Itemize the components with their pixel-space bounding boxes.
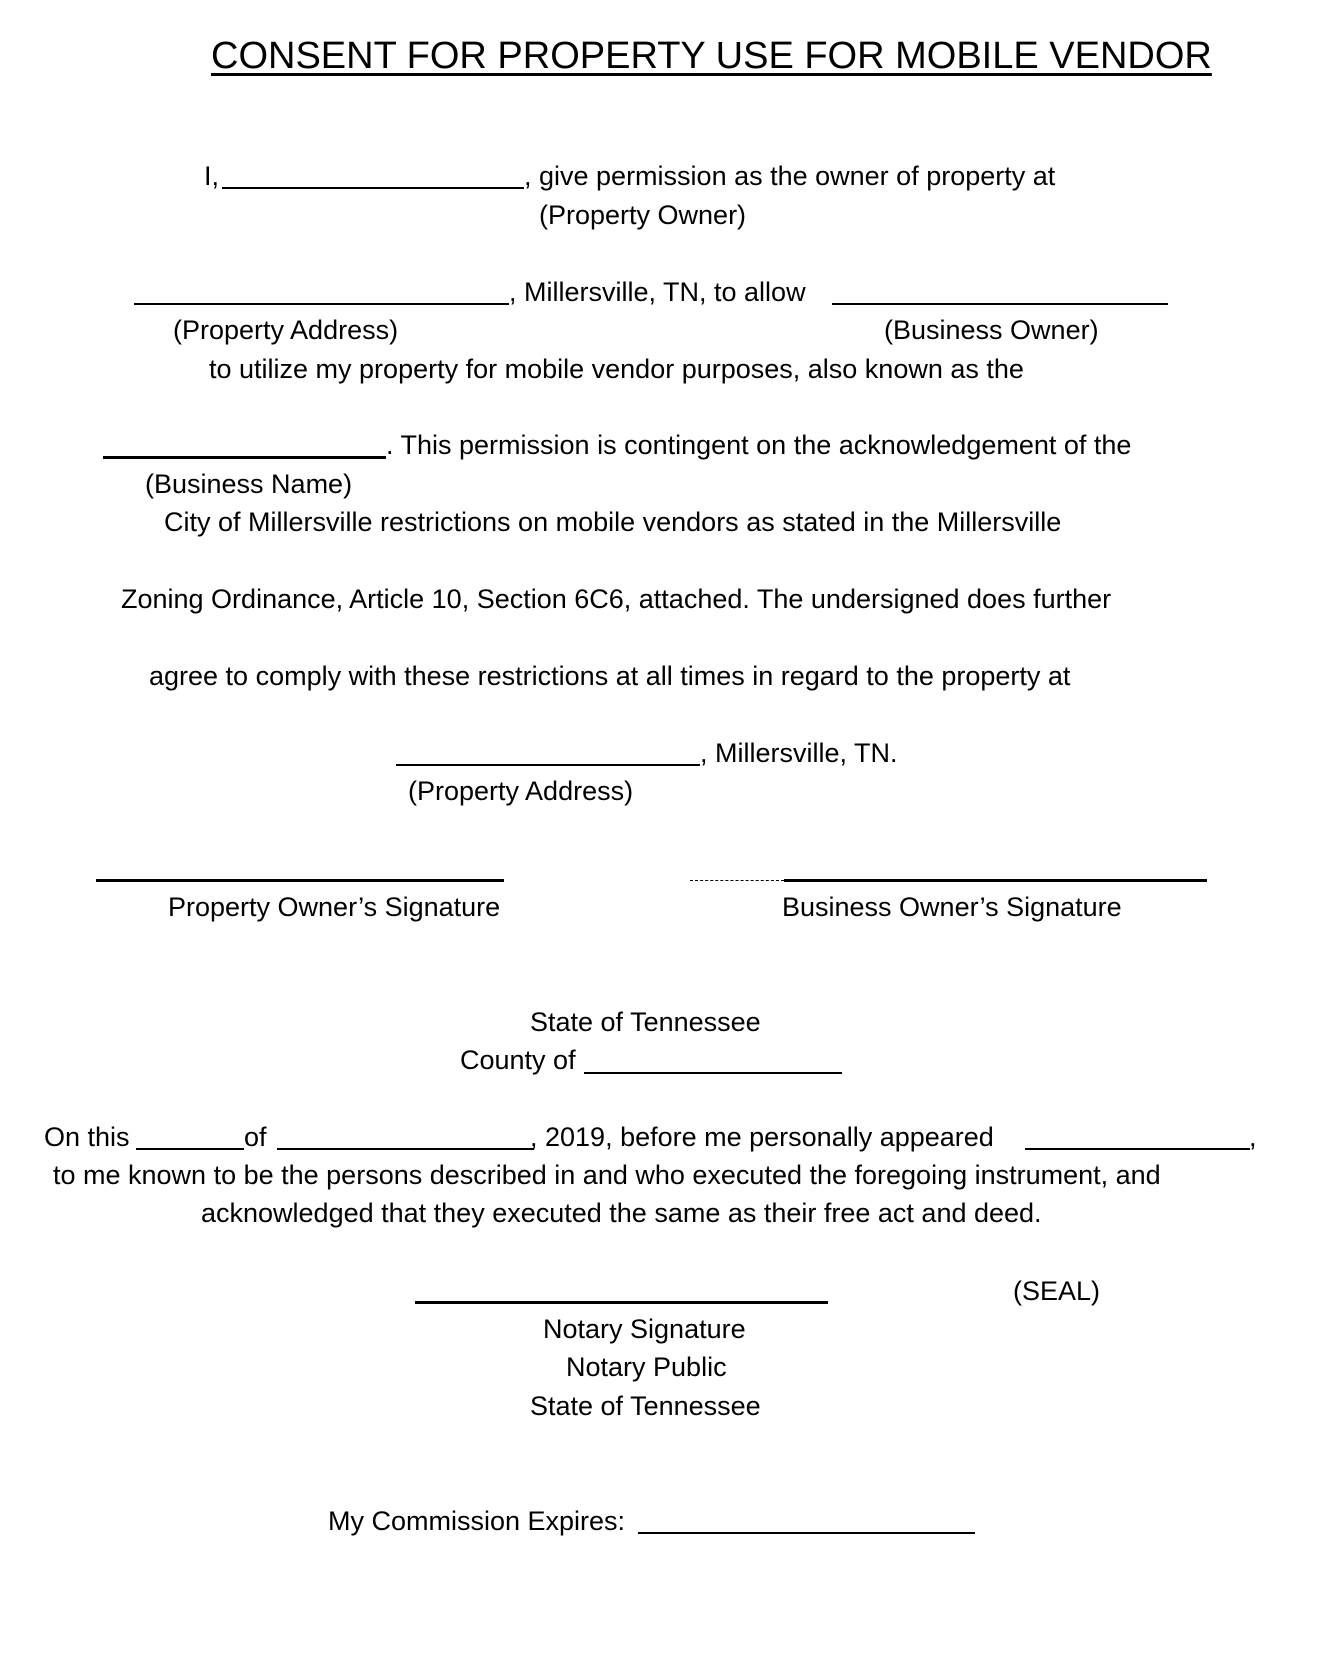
- label-notary-signature: Notary Signature: [543, 1314, 746, 1344]
- business-owner-name-field[interactable]: [832, 303, 1168, 305]
- month-field[interactable]: [277, 1148, 534, 1150]
- business-signature-dashes: [690, 880, 784, 881]
- label-notary-state: State of Tennessee: [530, 1391, 761, 1421]
- text-i-prefix: I,: [204, 161, 220, 191]
- notary-signature-line[interactable]: [415, 1301, 828, 1304]
- commission-expires-field[interactable]: [638, 1532, 975, 1534]
- text-millersville-to-allow: , Millersville, TN, to allow: [509, 277, 806, 307]
- text-of: of: [244, 1122, 267, 1152]
- text-city-restrictions: City of Millersville restrictions on mobile vendors as stated in the Millersville: [164, 507, 1062, 537]
- business-name-field[interactable]: [103, 456, 386, 459]
- label-property-address: (Property Address): [173, 315, 399, 345]
- property-address-field-2[interactable]: [396, 764, 700, 766]
- text-on-this: On this: [44, 1122, 130, 1152]
- label-business-name: (Business Name): [145, 469, 353, 499]
- document-title: CONSENT FOR PROPERTY USE FOR MOBILE VENDOR: [211, 35, 1212, 77]
- appeared-name-field[interactable]: [1025, 1148, 1250, 1150]
- label-business-owner: (Business Owner): [884, 315, 1099, 345]
- property-owner-signature-line[interactable]: [96, 879, 504, 882]
- label-property-owner: (Property Owner): [539, 200, 747, 230]
- label-property-address-2: (Property Address): [408, 776, 634, 806]
- county-field[interactable]: [584, 1072, 842, 1074]
- text-state-of-tennessee: State of Tennessee: [530, 1007, 761, 1037]
- label-notary-public: Notary Public: [566, 1352, 727, 1382]
- text-seal: (SEAL): [1013, 1276, 1101, 1306]
- property-owner-name-field[interactable]: [222, 187, 524, 189]
- text-utilize-property: to utilize my property for mobile vendor purposes, also known as the: [209, 354, 1024, 384]
- text-acknowledged: acknowledged that they executed the same as their free act and deed.: [201, 1198, 1042, 1228]
- text-county-of: County of: [460, 1045, 576, 1075]
- business-owner-signature-line[interactable]: [784, 879, 1207, 882]
- text-zoning-ordinance: Zoning Ordinance, Article 10, Section 6C6, attached. The undersigned does further: [121, 584, 1112, 614]
- text-trailing-comma: ,: [1249, 1122, 1257, 1152]
- text-commission-expires: My Commission Expires:: [328, 1506, 626, 1536]
- text-known-persons: to me known to be the persons described in and who executed the foregoing instrument, and: [53, 1160, 1161, 1190]
- text-permission-contingent: . This permission is contingent on the acknowledgement of the: [386, 430, 1132, 460]
- text-year-appeared: , 2019, before me personally appeared: [530, 1122, 994, 1152]
- property-address-field[interactable]: [134, 303, 509, 305]
- text-agree-comply: agree to comply with these restrictions at all times in regard to the property at: [149, 661, 1071, 691]
- text-give-permission: , give permission as the owner of property at: [524, 161, 1056, 191]
- day-field[interactable]: [136, 1148, 244, 1150]
- label-property-owner-signature: Property Owner’s Signature: [168, 892, 501, 922]
- text-millersville-tn: , Millersville, TN.: [700, 738, 898, 768]
- label-business-owner-signature: Business Owner’s Signature: [782, 892, 1122, 922]
